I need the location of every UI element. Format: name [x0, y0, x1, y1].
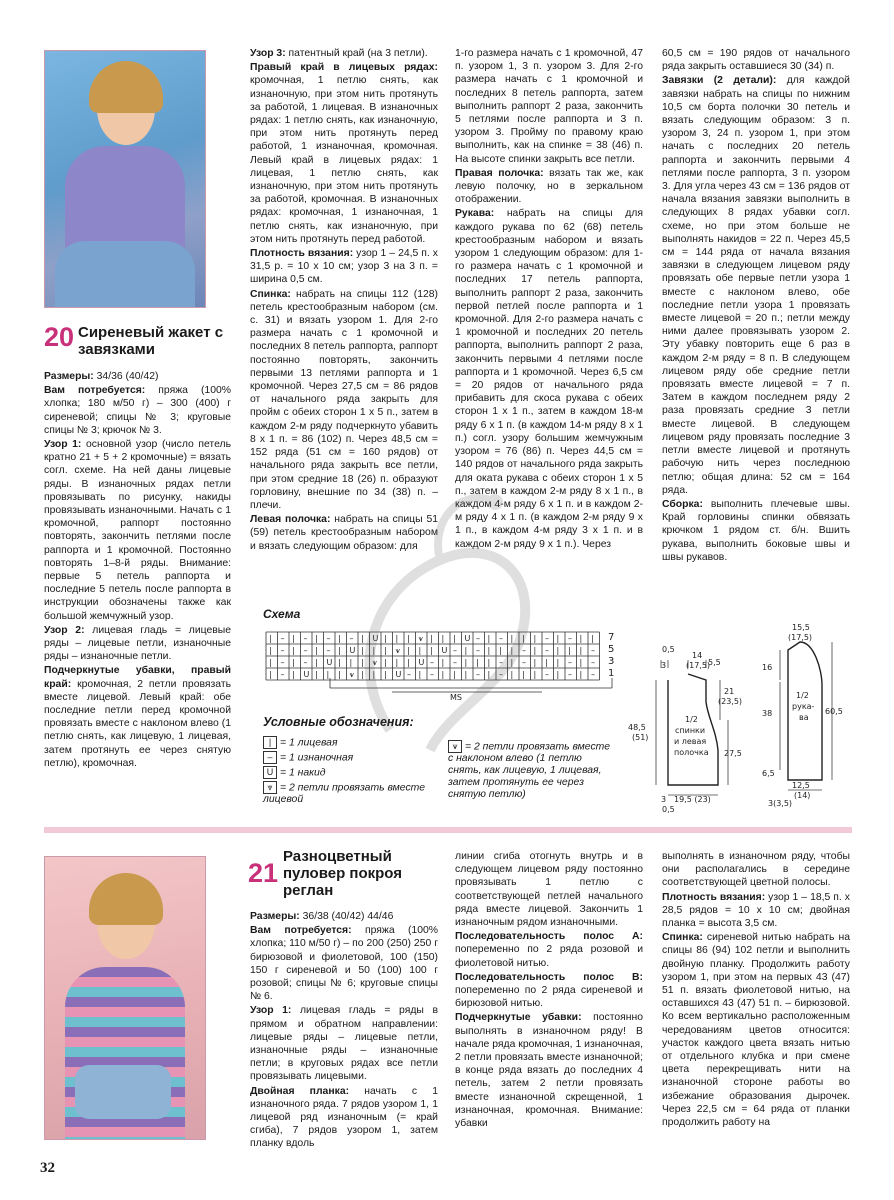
chart-cell-symbol: – — [591, 646, 595, 655]
paragraph-lead: Подчеркнутые убавки: — [455, 1012, 582, 1024]
row-number: 3 — [608, 656, 615, 667]
measure-label: 3 — [661, 795, 667, 804]
chart-cell-symbol: ⩛ — [395, 646, 401, 655]
paragraph-lead: Спинка: — [250, 288, 291, 300]
chart-cell-symbol: | — [338, 646, 341, 655]
paragraph-lead: Узор 1: — [44, 439, 82, 451]
measure-label: 16 — [762, 663, 773, 672]
measure-label: (17,5) — [788, 633, 813, 642]
chart-cell-symbol: | — [349, 658, 353, 667]
chart-cell-symbol: – — [430, 658, 434, 667]
paragraph — [44, 370, 231, 383]
measure-label: 5,5 — [708, 658, 721, 667]
chart-cell-symbol: – — [499, 634, 503, 643]
legend-item: ⩔ = 2 петли провязать вместе лицевой — [263, 782, 426, 806]
measure-label: 3(3,5) — [768, 799, 793, 808]
chart-cell-symbol: U — [395, 670, 402, 679]
chart-cell-symbol: | — [441, 634, 445, 643]
chart-cell-symbol: | — [533, 634, 537, 643]
paragraph-text: 36/38 (40/42) 44/46 — [299, 911, 394, 922]
paragraph — [455, 1011, 643, 1130]
paragraph — [662, 931, 850, 1129]
paragraph-lead: Сборка: — [662, 498, 703, 510]
paragraph-lead: Вам потребуется: — [250, 925, 352, 937]
piece-label: полочка — [674, 748, 709, 757]
paragraph-text: кромочная, 2 петли провязать вместе лицевой. Левый край: обе последние петли перед кромочной провязать вместе с наклоном влево (1 петлю снять, как лицевую, 1 лицевая, затем протянуть ее через снятую петлю), кромочная. — [44, 678, 231, 769]
paragraph-lead: Спинка: — [662, 932, 703, 944]
pattern-sleeve — [752, 620, 852, 810]
chart-cell-symbol: U — [464, 634, 471, 643]
chart-cell-symbol: – — [568, 670, 572, 679]
chart-cell-symbol: | — [556, 634, 560, 643]
purl-symbol-icon: – — [263, 751, 277, 764]
paragraph-lead: Рукава: — [455, 208, 495, 220]
chart-cell-symbol: | — [407, 646, 410, 655]
paragraph-lead: Размеры: — [250, 911, 300, 922]
page-number: 32 — [40, 1160, 55, 1176]
paragraph — [455, 930, 643, 970]
chart-cell-symbol: | — [361, 646, 364, 655]
chart-cell-symbol: | — [338, 658, 341, 667]
chart-cell-symbol: – — [591, 670, 595, 679]
chart-cell-symbol: | — [384, 658, 387, 667]
chart-cell-symbol: | — [395, 634, 399, 643]
paragraph-text: 60,5 см = 190 рядов от начального ряда закрыть оставшиеся 30 (34) п. — [662, 48, 850, 73]
chart-cell-symbol: | — [418, 646, 422, 655]
chart-cell-symbol: | — [453, 634, 456, 643]
chart-cell-symbol: – — [545, 646, 549, 655]
chart-cell-symbol: U — [372, 634, 379, 643]
paragraph-text: основной узор (число петель кратно 21 + 5 + 2 кромочные) = вязать согл. схеме. На ней даны лицевые ряды. В изнаночных рядах петли провязывать по рисунку, накиды провязывать изнаночными. Начать с 1 кромочной, раппорт постоянно повторять, закончить петлями после раппорта и 1 кромочной. Постоянно повторять 1–8-й ряды. Внимание: первые 5 петель раппорта и последние 5 петель после раппорта в инструкции обозначены также как большой жемчужный узор. — [44, 439, 231, 622]
paragraph — [250, 247, 438, 287]
chart-cell-symbol: | — [510, 670, 514, 679]
chart-cell-symbol: | — [315, 658, 318, 667]
pattern-back-front — [628, 640, 748, 815]
chart-cell-symbol: | — [499, 646, 502, 655]
paragraph — [455, 47, 643, 166]
chart-cell-symbol: | — [269, 658, 272, 667]
paragraph — [455, 167, 643, 207]
chart-cell-symbol: | — [372, 670, 376, 679]
chart-cell-symbol: – — [430, 670, 434, 679]
paragraph — [250, 61, 438, 246]
chart-cell-symbol: | — [292, 658, 295, 667]
measure-label: (14) — [794, 791, 811, 800]
legend-title: Условные обозначения: — [263, 715, 414, 729]
chart-cell-symbol: | — [487, 646, 491, 655]
chart-cell-symbol: – — [545, 634, 549, 643]
paragraph — [455, 850, 643, 929]
chart-cell-symbol: – — [476, 670, 480, 679]
chart-cell-symbol: | — [579, 634, 583, 643]
measure-label: 48,5 — [628, 723, 646, 732]
paragraph-lead: Правый край в лицевых рядах: — [250, 62, 438, 74]
paragraph — [44, 664, 231, 770]
row-number: 5 — [608, 644, 615, 655]
chart-cell-symbol: | — [522, 634, 525, 643]
chart-cell-symbol: | — [384, 670, 387, 679]
chart-cell-symbol: | — [361, 658, 364, 667]
paragraph-text: лицевая гладь = ряды в прямом и обратном направлении: лицевые ряды – лицевые петли, изнаночные ряды – изнаночные петли; в круговых рядах все петли провязывать лицевыми. — [250, 1005, 438, 1083]
chart-cell-symbol: – — [280, 634, 285, 643]
chart-cell-symbol: – — [453, 658, 457, 667]
chart-cell-symbol: | — [464, 646, 468, 655]
schema-title: Схема — [263, 607, 301, 621]
photo-lilac-jacket — [44, 50, 206, 308]
chart-cell-symbol: | — [395, 658, 399, 667]
article21-column-2 — [455, 850, 643, 1131]
paragraph — [44, 438, 231, 623]
chart-cell-symbol: | — [361, 634, 364, 643]
chart-cell-symbol: | — [487, 670, 491, 679]
chart-cell-symbol: – — [326, 634, 331, 643]
chart-cell-symbol: | — [418, 670, 422, 679]
chart-cell-symbol: U — [326, 658, 333, 667]
chart-cell-symbol: | — [292, 634, 295, 643]
paragraph — [44, 624, 231, 664]
ms-label: MS — [450, 693, 462, 702]
measure-label: (51) — [632, 733, 649, 742]
knit-symbol-icon: | — [263, 736, 277, 749]
piece-label: и левая — [674, 737, 707, 746]
chart-cell-symbol: | — [533, 670, 537, 679]
paragraph-text: кромочная, 1 петлю снять, как изнаночную, при этом нить протянуть за работой, 1 лицевая. В изнаночных рядах: 1 петлю снять, как изнаночную, при этом нить протянуть перед работой, 1 изнаночная, кромочная. Левый край в лицевых рядах: 1 лицевая, 1 петлю снять, как изнаночную, при этом нить протянуть за работой, кромочная. В изнаночных рядах: кромочная, 1 изнаночная, 1 петлю снять, как изнаночную, при этом нить протянуть перед работой. — [250, 75, 438, 245]
chart-cell-symbol: | — [579, 646, 583, 655]
measure-label: 60,5 — [825, 707, 843, 716]
chart-cell-symbol: | — [269, 646, 272, 655]
paragraph — [662, 498, 850, 564]
paragraph-text: пряжа (100% хлопка; 110 м/50 г) – по 200 (250) 250 г бирюзовой и фиолетовой, 100 (150) 150 г сиреневой и 50 (100) 100 г розовой; спицы № 6; круговые спицы № 6. — [250, 925, 438, 1003]
paragraph — [662, 891, 850, 931]
paragraph-lead: Узор 3: — [250, 48, 286, 59]
chart-cell-symbol: ⩛ — [372, 658, 378, 667]
chart-cell-symbol: – — [545, 670, 549, 679]
paragraph-lead: Размеры: — [44, 371, 94, 382]
chart-cell-symbol: – — [407, 670, 411, 679]
chart-cell-symbol: – — [303, 658, 308, 667]
chart-cell-symbol: | — [487, 658, 491, 667]
paragraph-text: вязать так же, как левую полочку, но в зеркальном отображении. — [455, 167, 643, 206]
chart-cell-symbol: | — [326, 670, 330, 679]
paragraph — [662, 74, 850, 497]
chart-cell-symbol: | — [430, 646, 433, 655]
chart-cell-symbol: | — [292, 670, 295, 679]
measure-label: 6,5 — [762, 769, 775, 778]
chart-cell-symbol: – — [303, 634, 308, 643]
chart-cell-symbol: | — [510, 658, 514, 667]
chart-cell-symbol: U — [303, 670, 310, 679]
paragraph-lead: Вам потребуется: — [44, 385, 146, 397]
paragraph-lead: Плотность вязания: — [662, 891, 766, 903]
chart-cell-symbol: ⩛ — [418, 634, 424, 643]
article21-column-3 — [662, 850, 850, 1130]
chart-cell-symbol: | — [510, 634, 514, 643]
chart-cell-symbol: | — [384, 634, 387, 643]
chart-cell-symbol: | — [315, 670, 318, 679]
article20-column-1 — [44, 370, 231, 771]
chart-cell-symbol: | — [533, 658, 537, 667]
watermark-swan-logo — [330, 470, 570, 770]
paragraph-text: пряжа (100% хлопка; 180 м/50 г) – 300 (400) г сиреневой; спицы № 3; круговые спицы № 3; крючок № 3. — [44, 385, 231, 436]
chart-cell-symbol: | — [579, 670, 583, 679]
article-title: Сиреневый жакет с завязками — [78, 324, 224, 358]
paragraph — [250, 1004, 438, 1083]
chart-cell-symbol: – — [568, 658, 572, 667]
chart-cell-symbol: | — [269, 670, 272, 679]
paragraph-text: узор 1 – 18,5 п. х 28,5 рядов = 10 х 10 см; двойная планка = высота 3,5 см. — [662, 891, 850, 930]
measure-label: 27,5 — [724, 749, 742, 758]
paragraph-text: набрать на спицы для каждого рукава по 62 (68) петель крестообразным набором и вязать узором 1 следующим образом: для 1-го размера начать с 1 кромочной и последних 17 петель раппорта, выполнить раппорт 2 раза, закончить первой петлей после раппорта и 1 кромочной. Для 2-го размера начать с 1 кромочной и последних 20 петель раппорта, выполнить раппорт 2 раза, закончить первыми 4 петлями после раппорта и 1 кромочной. Через 6,5 см = 20 рядов от начального ряда прибавить для скоса рукава с обеих сторон 1 х 1 п., затем в каждом 18-м ряду 6 х 1 п. (в каждом 14-м ряду 8 х 1 п.) согл. узору большим жемчужным узором = 76 (86) п. Через 44,5 см = 140 рядов от начального ряда закрыть для оката рукава с обеих сторон 1 х 5 п., затем в каждом 2-м ряду 8 х 1 п., в каждом 4-м ряду 6 х 1 п. и в каждом 2-м ряду 4 х 1 п. (в каждом 2-м ряду 9 х 1 п., в каждом 4-м ряду 3 х 1 п. и в каждом 2-м ряду 9 х 1 п.). Через — [455, 208, 643, 550]
article-number: 20 — [44, 322, 75, 352]
article21-column-1 — [250, 910, 438, 1152]
chart-cell-symbol: | — [441, 658, 445, 667]
chart-cell-symbol: | — [556, 658, 560, 667]
chart-cell-symbol: – — [476, 646, 480, 655]
chart-cell-symbol: | — [338, 634, 341, 643]
chart-cell-symbol: | — [568, 646, 571, 655]
chart-cell-symbol: | — [510, 646, 514, 655]
paragraph-lead: Плотность вязания: — [250, 248, 354, 260]
chart-cell-symbol: | — [441, 670, 445, 679]
paragraph-text: набрать на спицы 51 (59) петель крестообразным набором и вязать следующим образом: для — [250, 514, 438, 552]
chart-cell-symbol: – — [326, 646, 331, 655]
chart-cell-symbol: | — [315, 634, 318, 643]
paragraph-text: лицевая гладь = лицевые ряды – лицевые петли, изнаночные ряды – изнаночные петли. — [44, 624, 231, 663]
chart-cell-symbol: – — [522, 646, 526, 655]
chart-cell-symbol: | — [464, 658, 468, 667]
paragraph-text: 1-го размера начать с 1 кромочной, 47 п. узором 1, 3 п. узором 3. Для 2-го размера начать с 1 кромочной и последних 8 петель раппорта, затем выполнить раппорт 2 раза, закончить 5 петлями после раппорта и 3 п. узором 3. Пройму по правому краю выполнить, как на спинке = 38 (46) п. На высоте спинки закрыть все петли. — [455, 48, 643, 165]
chart-cell-symbol: – — [349, 634, 354, 643]
paragraph-text: 34/36 (40/42) — [93, 371, 159, 382]
paragraph-lead: Левая полочка: — [250, 514, 331, 526]
piece-label: рука- — [792, 702, 815, 711]
paragraph-lead: Узор 2: — [44, 624, 85, 636]
paragraph-lead: Правая полочка: — [455, 167, 544, 179]
chart-cell-symbol: | — [464, 670, 468, 679]
chart-cell-symbol: | — [407, 634, 410, 643]
chart-cell-symbol: – — [303, 646, 308, 655]
paragraph — [662, 850, 850, 890]
measure-label: 0,5 — [662, 805, 675, 814]
chart-cell-symbol: | — [361, 670, 364, 679]
paragraph-lead: Подчеркнутые убавки, правый край: — [44, 665, 231, 690]
chart-cell-symbol: U — [349, 646, 356, 655]
paragraph — [455, 971, 643, 1011]
chart-cell-symbol: | — [430, 634, 433, 643]
paragraph-text: сиреневой нитью набрать на спицы 86 (94) 102 петли и выполнить двойную планку. Продолжить работу узором 1, при этом на первых 43 (47) 51 п. вязать фиолетовой нитью, на оставшихся 43 (47) 51 п. – бирюзовой. Ко всем вертикально расположенным чередованиям цветов относится: участок каждого цвета вязать нитью от отдельного клубка и при смене цвета перекрещивать нити на изнаночной стороне работы во избежание образования дырочек. Через 22,5 см = 64 ряда от планки продолжить работу на — [662, 932, 850, 1129]
piece-label: 1/2 — [796, 691, 809, 700]
chart-cell-symbol: | — [533, 646, 537, 655]
paragraph-text: набрать на спицы 112 (128) петель крестообразным набором (см. с. 31) и вязать узором 1. Для 2-го размера начать с 1 кромочной и последних 8 петель раппорта, раппорт постоянно повторять, закончить первыми 13 петлями раппорта и 1 кромочной. Через 27,5 см = 86 рядов от начального ряда закрыть для пройм с обеих сторон 1 х 5 п., затем в каждом 2-м ряду подчеркнуто убавить 8 х 1 п. = 86 (102) п. Через 48,5 см = 152 ряда (51 см = 160 рядов) от начального ряда закрыть все петли, при этом средние 18 (26) п. образуют горловину, внешние по 34 (38) п. – плечи. — [250, 288, 438, 511]
chart-cell-symbol: – — [522, 658, 526, 667]
paragraph-text: линии сгиба отогнуть внутрь и в следующем лицевом ряду постоянно провязывать 1 петлю с соответствующей петлей начального ряда вместе лицевой. Закончить 1 изнаночным рядом изнаночными. — [455, 851, 643, 929]
measure-label: 0,5 — [662, 645, 675, 654]
chart-cell-symbol: | — [487, 634, 491, 643]
measure-label: 12,5 — [792, 781, 810, 790]
chart-cell-symbol: | — [545, 658, 548, 667]
paragraph — [662, 47, 850, 73]
paragraph-text: попеременно по 2 ряда сиреневой и бирюзовой нитью. — [455, 985, 643, 1010]
paragraph-text: выполнять в изнаночном ряду, чтобы они располагались в середине соответствующей цветной полосы. — [662, 851, 850, 889]
article20-column-4 — [662, 47, 850, 565]
chart-cell-symbol: U — [418, 658, 425, 667]
measure-label: 14 — [692, 651, 703, 660]
article-title: Разноцветный пуловер покроя реглан — [283, 848, 403, 899]
chart-cell-symbol: – — [280, 670, 285, 679]
measure-label: 19,5 (23) — [674, 795, 711, 804]
paragraph-text: выполнить плечевые швы. Край горловины спинки обвязать крючком 1 рядом ст. б/н. Вшить рукава, выполнить боковые швы и швы рукавов. — [662, 498, 850, 563]
measure-label: (23,5) — [718, 697, 743, 706]
chart-cell-symbol: | — [315, 646, 318, 655]
chart-cell-symbol: | — [522, 670, 525, 679]
paragraph — [250, 924, 438, 1003]
photo-striped-pullover — [44, 856, 206, 1140]
chart-cell-symbol: – — [476, 634, 480, 643]
paragraph-lead: Завязки (2 детали): — [662, 75, 777, 87]
paragraph — [44, 384, 231, 437]
measure-label: 21 — [724, 687, 735, 696]
chart-cell-symbol: – — [499, 658, 503, 667]
chart-cell-symbol: | — [453, 670, 456, 679]
chart-cell-symbol: | — [292, 646, 295, 655]
chart-cell-symbol: | — [269, 634, 272, 643]
paragraph-lead: Двойная планка: — [250, 1085, 350, 1097]
chart-cell-symbol: | — [338, 670, 341, 679]
chart-cell-symbol: | — [407, 658, 410, 667]
measure-label: 3 — [661, 661, 667, 670]
chart-cell-symbol: | — [476, 658, 479, 667]
paragraph-text: узор 1 – 24,5 п. х 31,5 р. = 10 х 10 см; узор 3 на 3 п. = ширина 0,5 см. — [250, 248, 438, 286]
chart-cell-symbol: | — [591, 634, 594, 643]
chart-cell-symbol: – — [453, 646, 457, 655]
chart-cell-symbol: | — [556, 670, 560, 679]
paragraph — [250, 1085, 438, 1151]
piece-label: спинки — [675, 726, 706, 735]
legend-item: U = 1 накид — [263, 766, 326, 779]
legend-item: – = 1 изнаночная — [263, 751, 353, 764]
piece-label: ва — [799, 713, 809, 722]
measure-label: (17,5) — [686, 661, 711, 670]
chart-cell-symbol: | — [579, 658, 583, 667]
chart-cell-symbol: – — [280, 658, 285, 667]
chart-cell-symbol: | — [556, 646, 560, 655]
chart-cell-symbol: – — [568, 634, 572, 643]
chart-cell-symbol: U — [441, 646, 448, 655]
paragraph-lead: Последовательность полос А: — [455, 931, 643, 943]
section-divider — [44, 827, 852, 833]
paragraph-text: попеременно по 2 ряда розовой и фиолетовой нитью. — [455, 944, 643, 969]
legend-item: ⩛ = 2 петли провязать вместе с наклоном влево (1 петлю снять, как лицевую, 1 лицевая, затем протянуть ее через снятую петлю) — [448, 741, 611, 801]
chart-cell-symbol: | — [372, 646, 376, 655]
paragraph-text: постоянно выполнять в изнаночном ряду! В начале ряда кромочная, 1 изнаночная, 2 петли провязать вместе изнаночной; в конце ряда вязать до последних 4 петель, затем 2 петли провязать вместе изнаночной скрещенной, 1 изнаночная, кромочная. Внимание: убавки — [455, 1012, 643, 1130]
row-number: 7 — [608, 632, 615, 643]
row-number: 1 — [608, 668, 615, 679]
k2tog-symbol-icon: ⩔ — [263, 781, 277, 794]
paragraph-lead: Последовательность полос В: — [455, 971, 643, 983]
article-number: 21 — [248, 858, 279, 888]
paragraph-text: начать с 1 изнаночного ряда. 7 рядов узором 1, 1 лицевой ряд изнаночным (= край сгиба), 7 рядов узором 1, затем планку вдоль — [250, 1085, 439, 1150]
paragraph-lead: Узор 1: — [250, 1005, 292, 1017]
chart-cell-symbol: – — [591, 658, 595, 667]
paragraph-text: патентный край (на 3 петли). — [285, 48, 428, 59]
yarn-over-symbol-icon: U — [263, 766, 277, 779]
chart-cell-symbol: – — [280, 646, 285, 655]
measure-label: 38 — [762, 709, 773, 718]
paragraph-text: для каждой завязки набрать на спицы по нижним 10,5 см борта полочки 30 петель и вязать следующим образом: 3 п. узором 3, 24 п. узором 1, при этом начать с последних 20 петель раппорта и закончить первыми 4 петлями после раппорта, 3 п. узором 3. Для угла через 43 см = 136 рядов от начала вязания завязки выполнить в следующих 8 рядах убавки согл. схеме, но при этом больше не выполнять накидов = 22 п. Через 45,5 см = 144 ряда от начала вязания завязки в следующем лицевом ряду провязать обе первые петли узора 1 вместе с наклоном влево, обе последние петли узора 1 провязать вместе лицевой = 20 п.; петли между ними далее провязывать узором 2. Эту убавку повторить еще 6 раз в каждом 2-м ряду = 8 п. В следующем лицевом ряду обе средние петли провязать вместе лицевой = 7 п. Затем в каждом последнем ряду 2 раза провязать средние 3 петли вместе лицевой. В следующем лицевом ряду провязать последние 3 петли вместе лицевой и протянуть рабочую нить через последнюю петлю; общая длина: 52 см = 164 ряда. — [662, 75, 850, 496]
piece-label: 1/2 — [685, 715, 698, 724]
chart-cell-symbol: ⩛ — [349, 670, 355, 679]
paragraph — [250, 47, 438, 60]
chart-cell-symbol: – — [499, 670, 503, 679]
legend-item: | = 1 лицевая — [263, 736, 338, 749]
measure-label: 15,5 — [792, 623, 810, 632]
ssk-symbol-icon: ⩛ — [448, 740, 462, 753]
paragraph — [250, 910, 438, 923]
chart-cell-symbol: | — [384, 646, 387, 655]
